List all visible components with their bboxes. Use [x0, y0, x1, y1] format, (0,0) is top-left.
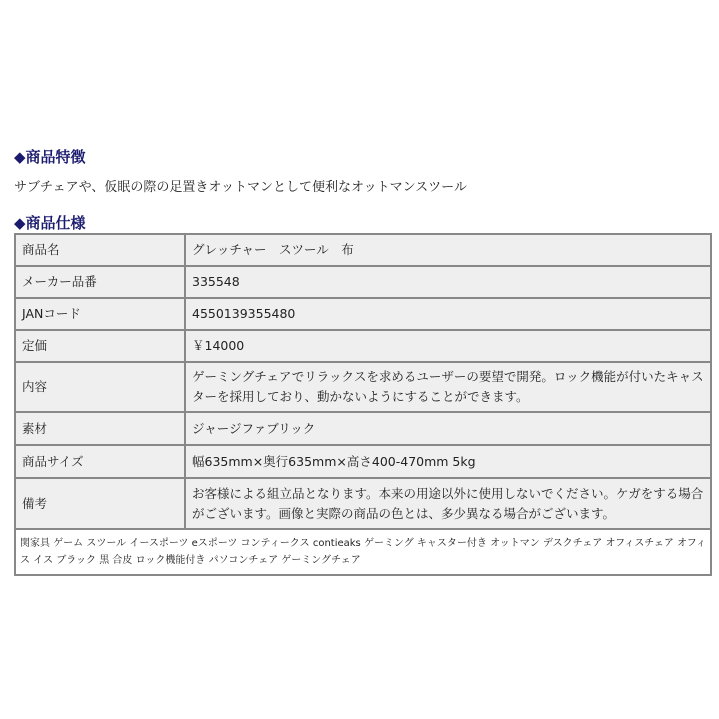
spec-label: 内容 [15, 362, 185, 412]
spec-value: ゲーミングチェアでリラックスを求めるユーザーの要望で開発。ロック機能が付いたキャスターを採用しており、動かないようにすることができます。 [185, 362, 711, 412]
spec-value: 335548 [185, 266, 711, 298]
spec-value: ￥14000 [185, 330, 711, 362]
spec-label: 素材 [15, 412, 185, 445]
spec-row [15, 234, 711, 266]
keywords: 関家具 ゲーム スツール イースポーツ eスポーツ コンティークス contieaks ゲーミング キャスター付き オットマン デスクチェア オフィスチェア オフィス イス ブラック 黒 合皮 ロック機能付き パソコンチェア ゲーミングチェア [15, 529, 711, 575]
spec-row [15, 362, 711, 412]
spec-row [15, 445, 711, 478]
spec-row [15, 266, 711, 298]
spec-label: 備考 [15, 478, 185, 529]
features-text: サブチェアや、仮眠の際の足置きオットマンとして便利なオットマンスツール [14, 180, 467, 195]
spec-label: 定価 [15, 330, 185, 362]
spec-label: メーカー品番 [15, 266, 185, 298]
spec-label: 商品サイズ [15, 445, 185, 478]
spec-row [15, 412, 711, 445]
specs-heading: ◆商品仕様 [14, 214, 86, 232]
spec-value: ジャージファブリック [185, 412, 711, 445]
keywords-row [15, 529, 711, 575]
spec-label: 商品名 [15, 234, 185, 266]
spec-value: グレッチャー スツール 布 [185, 234, 711, 266]
spec-label: JANコード [15, 298, 185, 330]
spec-row [15, 298, 711, 330]
features-heading: ◆商品特徴 [14, 148, 86, 166]
spec-row [15, 478, 711, 529]
spec-value: 4550139355480 [185, 298, 711, 330]
spec-value: お客様による組立品となります。本来の用途以外に使用しないでください。ケガをする場合がございます。画像と実際の商品の色とは、多少異なる場合がございます。 [185, 478, 711, 529]
spec-value: 幅635mm×奥行635mm×高さ400-470mm 5kg [185, 445, 711, 478]
specs-table [14, 233, 712, 576]
spec-row [15, 330, 711, 362]
